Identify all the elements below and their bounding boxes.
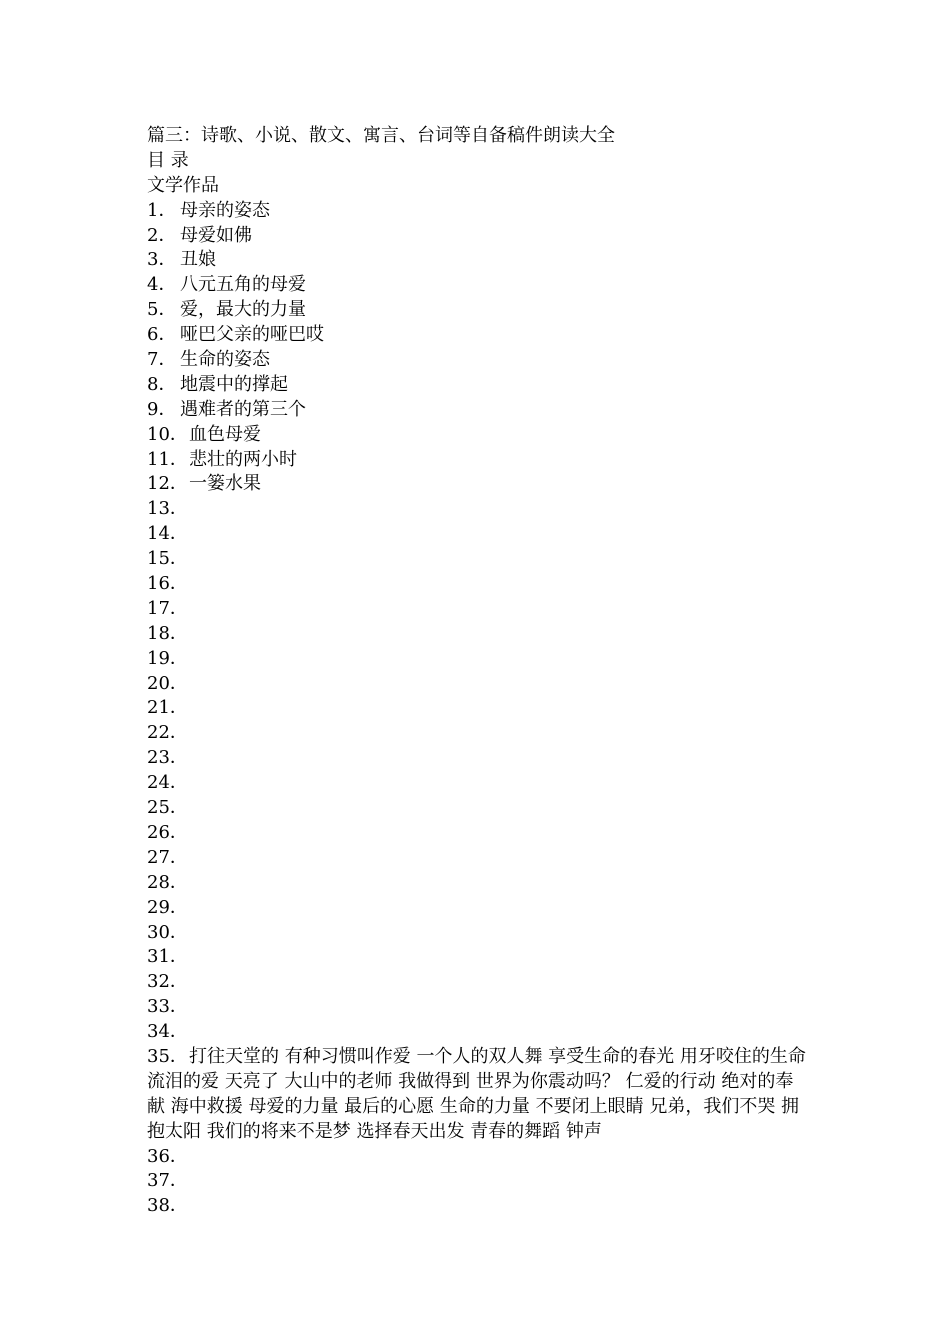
toc-entry-number: 19． [147,647,188,669]
toc-entry [147,746,807,771]
toc-entry-number: 27． [147,846,188,868]
toc-entry-number: 4． [147,274,177,296]
toc-entry [147,970,807,995]
toc-entry-number: 15． [147,548,188,570]
toc-entry-number: 13． [147,498,188,520]
toc-entry-number: 10． [147,423,188,445]
toc-entry-number: 16． [147,573,188,595]
toc-entry [147,522,807,547]
toc-entry-number: 5． [147,299,177,321]
toc-entry [147,846,807,871]
section-heading: 文学作品 [147,174,219,196]
toc-entry [147,821,807,846]
toc-entry [147,771,807,796]
toc-entry-number: 25． [147,797,188,819]
toc-entry-number: 38． [147,1195,188,1217]
toc-entry [147,721,807,746]
toc-heading: 目 录 [147,149,189,171]
toc-entry-title: 遇难者的第三个 [180,398,306,420]
toc-entry-number: 11． [147,448,188,470]
toc-entry [147,871,807,896]
toc-list-trailing [147,1145,807,1220]
toc-entry-title: 八元五角的母爱 [180,274,306,296]
toc-entry [147,796,807,821]
toc-entry [147,199,807,224]
toc-entry-title: 地震中的撑起 [180,373,288,395]
toc-entry [147,572,807,597]
toc-entry-number: 36． [147,1145,188,1167]
toc-entry-number: 24． [147,772,188,794]
toc-entry-number: 35． [147,1045,188,1067]
toc-entry-title: 爱，最大的力量 [180,299,306,321]
toc-entry [147,373,807,398]
toc-entry [147,497,807,522]
toc-entry [147,921,807,946]
toc-entry [147,1020,807,1045]
toc-entry-number: 17． [147,597,188,619]
toc-entry [147,298,807,323]
toc-entry [147,1145,807,1170]
toc-entry [147,248,807,273]
toc-entry-number: 21． [147,697,188,719]
toc-entry [147,398,807,423]
toc-entry-number: 29． [147,896,188,918]
toc-entry [147,647,807,672]
toc-entry-number: 37． [147,1170,188,1192]
toc-entry [147,995,807,1020]
toc-entry [147,597,807,622]
toc-entry-number: 14． [147,523,188,545]
toc-entry [147,1194,807,1219]
toc-entry-title: 一篓水果 [189,473,261,495]
toc-entry [147,472,807,497]
toc-entry-title: 母亲的姿态 [180,199,270,221]
toc-entry [147,896,807,921]
toc-entry-number: 20． [147,672,188,694]
toc-entry-title: 丑娘 [180,249,216,271]
toc-entry-number: 28． [147,871,188,893]
toc-entry [147,547,807,572]
toc-entry-title: 悲壮的两小时 [189,448,297,470]
toc-entry [147,622,807,647]
toc-entry-35 [147,1045,807,1145]
toc-entry-number: 3． [147,249,177,271]
toc-entry-number: 6． [147,324,177,346]
toc-entry [147,448,807,473]
toc-entry-number: 12． [147,473,188,495]
document-title: 篇三：诗歌、小说、散文、寓言、台词等自备稿件朗读大全 [147,125,615,146]
toc-entry-number: 18． [147,622,188,644]
toc-list [147,199,807,1045]
toc-entry-title: 母爱如佛 [180,224,252,246]
toc-entry-number: 7． [147,349,177,371]
toc-entry-number: 2． [147,224,177,246]
toc-entry-number: 31． [147,946,188,968]
toc-entry [147,423,807,448]
toc-entry-number: 30． [147,921,188,943]
toc-entry [147,696,807,721]
toc-entry-number: 8． [147,373,177,395]
toc-entry-title: 血色母爱 [189,423,261,445]
toc-entry-number: 32． [147,971,188,993]
toc-entry-number: 1． [147,199,177,221]
toc-entry [147,945,807,970]
toc-entry [147,224,807,249]
toc-entry [147,1169,807,1194]
toc-entry-number: 9． [147,398,177,420]
toc-entry-number: 22． [147,722,188,744]
toc-entry-title: 哑巴父亲的哑巴哎 [180,324,324,346]
toc-entry-number: 26． [147,821,188,843]
document-page [147,124,807,1219]
toc-entry [147,348,807,373]
toc-entry [147,273,807,298]
toc-entry-number: 33． [147,996,188,1018]
toc-entry [147,323,807,348]
toc-entry-number: 23． [147,747,188,769]
toc-entry-number: 34． [147,1021,188,1043]
toc-entry-35-text: 打往天堂的 有种习惯叫作爱 一个人的双人舞 享受生命的春光 用牙咬住的生命 流泪的爱 天亮了 大山中的老师 我做得到 世界为你震动吗？ 仁爱的行动 绝对的奉献 海中救援 母爱的力量 最后的心愿 生命的力量 不要闭上眼睛 兄弟，我们不哭 拥抱太阳 我们的将来不是梦 选择春天出发 青春的舞蹈 钟声 [147,1045,806,1142]
toc-entry-title: 生命的姿态 [180,349,270,371]
toc-entry [147,672,807,697]
